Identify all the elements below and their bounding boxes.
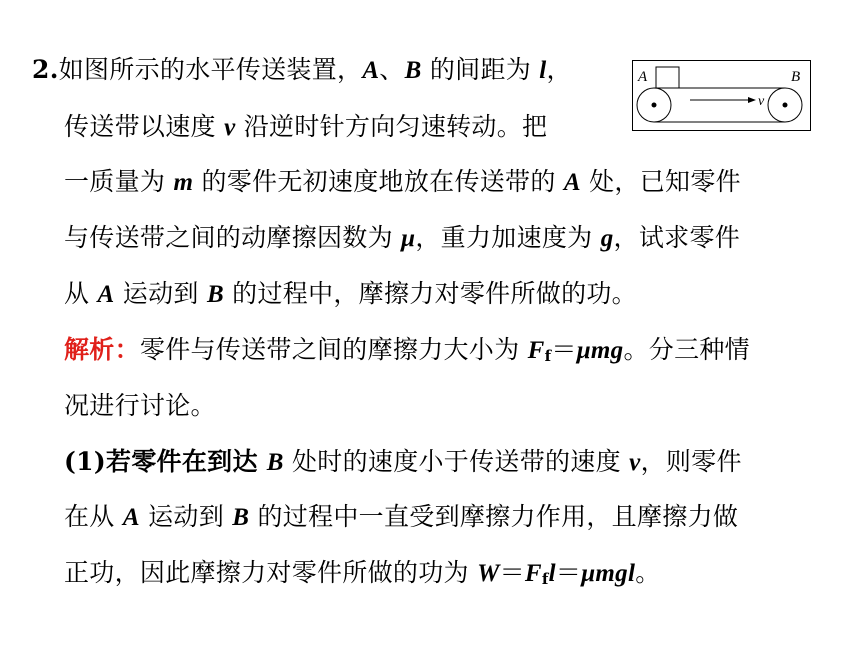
- label-a: A: [638, 69, 648, 85]
- problem-line-5: 从 A 运动到 B 的过程中，摩擦力对零件所做的功。: [64, 279, 637, 308]
- conveyor-diagram: [632, 60, 812, 132]
- case1-line-1: (1)若零件在到达 B 处时的速度小于传送带的速度 v，则零件: [64, 447, 742, 476]
- problem-number: 2.: [32, 55, 59, 84]
- problem-line-2: 传送带以速度 v 沿逆时针方向匀速转动。把: [64, 112, 548, 141]
- solution-line-1: 解析：零件与传送带之间的摩擦力大小为 $F_f=\mu mg$。分三种情: [64, 335, 750, 365]
- solution-label: 解析：: [64, 335, 140, 364]
- problem-line-4: 与传送带之间的动摩擦因数为 μ，重力加速度为 g，试求零件: [64, 223, 741, 252]
- label-v: v: [758, 94, 765, 109]
- solution-line-2: 况进行讨论。: [64, 391, 216, 420]
- left-axle: [652, 103, 657, 108]
- part-block: [656, 67, 679, 88]
- case1-line-3: 正功，因此摩擦力对零件所做的功为 $W=F_fl=\mu mgl$。: [64, 558, 661, 588]
- case1-line-2: 在从 A 运动到 B 的过程中一直受到摩擦力作用，且摩擦力做: [64, 502, 739, 531]
- right-axle: [783, 103, 788, 108]
- label-b: B: [791, 69, 801, 85]
- velocity-arrowhead: [748, 97, 756, 103]
- problem-line-3: 一质量为 m 的零件无初速度地放在传送带的 A 处，已知零件: [64, 167, 741, 196]
- problem-line-1: 2.如图所示的水平传送装置，A、B 的间距为 l，: [32, 55, 572, 84]
